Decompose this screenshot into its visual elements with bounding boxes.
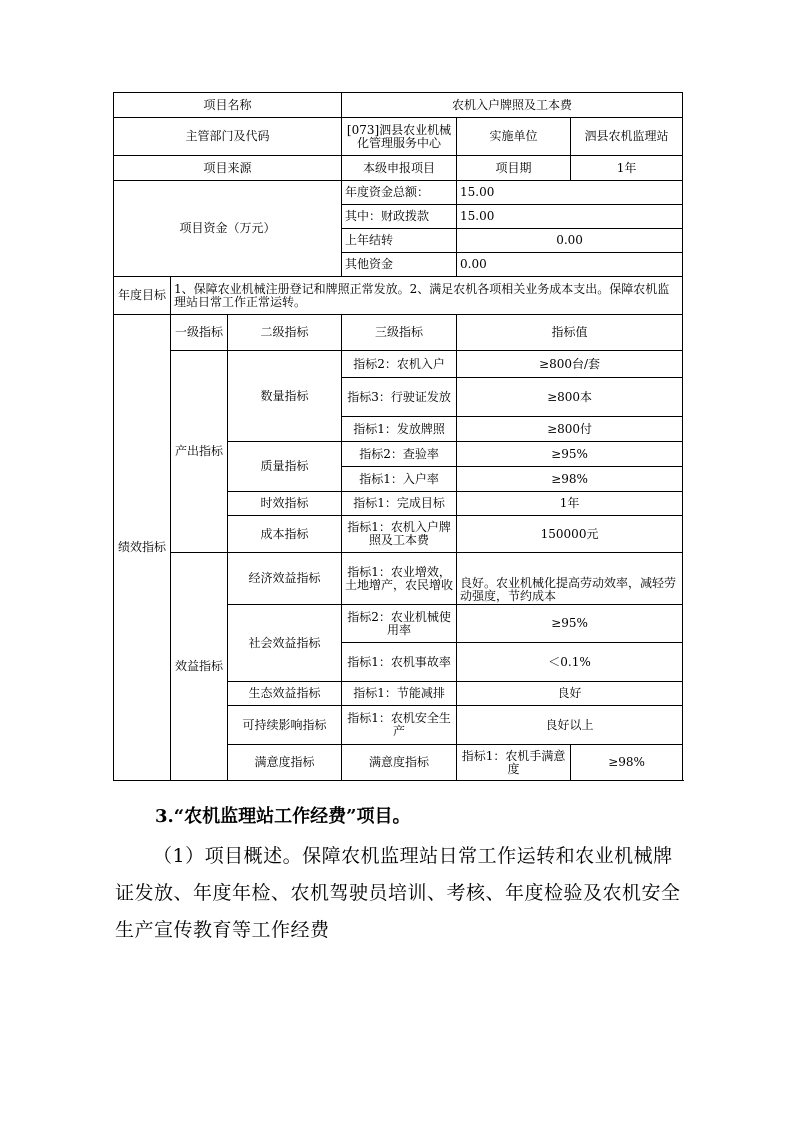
dept-label: 主管部门及代码 xyxy=(114,118,342,156)
section-paragraph: （1）项目概述。保障农机监理站日常工作运转和农业机械牌证发放、年度年检、农机驾驶员培训、考核、年度检验及农机安全生产宣传教育等工作经费 xyxy=(115,845,681,941)
quality-label: 质量指标 xyxy=(228,442,342,492)
funds-carryover-value: 0.00 xyxy=(457,229,683,253)
header-level1: 一级指标 xyxy=(171,315,228,351)
indicator-name: 指标1：农业增效，土地增产，农民增收 xyxy=(342,553,457,605)
indicator-value: 150000元 xyxy=(457,516,683,553)
economic-label: 经济效益指标 xyxy=(228,553,342,605)
indicator-value: 良好 xyxy=(457,682,683,706)
indicator-value: ≥800本 xyxy=(457,378,683,417)
indicator-value: ≥95% xyxy=(457,605,683,643)
funds-carryover-label: 上年结转 xyxy=(342,229,457,253)
indicator-value: ≥98% xyxy=(457,467,683,492)
impl-label: 实施单位 xyxy=(457,118,571,156)
indicator-value: ≥95% xyxy=(457,442,683,467)
indicator-value: ≥800台/套 xyxy=(457,351,683,378)
source-label: 项目来源 xyxy=(114,156,342,181)
perf-label: 绩效指标 xyxy=(114,315,171,781)
indicator-value: 1年 xyxy=(457,492,683,516)
performance-table xyxy=(113,92,683,781)
indicator-name: 指标1：完成目标 xyxy=(342,492,457,516)
table-row xyxy=(114,315,683,351)
indicator-name: 指标1：农机手满意度 xyxy=(457,745,571,781)
period-value: 1年 xyxy=(571,156,683,181)
indicator-name: 指标2：农机入户 xyxy=(342,351,457,378)
sustain-label: 可持续影响指标 xyxy=(228,706,342,745)
indicator-value: 良好以上 xyxy=(457,706,683,745)
table-row xyxy=(114,93,683,118)
quantity-label: 数量指标 xyxy=(228,351,342,442)
table-row xyxy=(114,351,683,378)
indicator-name: 指标1：农机安全生产 xyxy=(342,706,457,745)
table-row xyxy=(114,553,683,605)
goal-label: 年度目标 xyxy=(114,277,171,315)
header-level2: 二级指标 xyxy=(228,315,342,351)
satisfaction-l1-label: 满意度指标 xyxy=(228,745,342,781)
source-value: 本级申报项目 xyxy=(342,156,457,181)
indicator-name: 指标2：查验率 xyxy=(342,442,457,467)
header-level3: 三级指标 xyxy=(342,315,457,351)
benefit-label: 效益指标 xyxy=(171,553,228,781)
indicator-value: 良好。农业机械化提高劳动效率，减轻劳动强度，节约成本 xyxy=(457,553,683,605)
funds-label: 项目资金（万元） xyxy=(114,181,342,277)
funds-fiscal-value: 15.00 xyxy=(457,205,683,229)
project-name-label: 项目名称 xyxy=(114,93,342,118)
impl-value: 泗县农机监理站 xyxy=(571,118,683,156)
funds-fiscal-label: 其中：财政拨款 xyxy=(342,205,457,229)
table-row xyxy=(114,118,683,156)
eco-label: 生态效益指标 xyxy=(228,682,342,706)
timeliness-label: 时效指标 xyxy=(228,492,342,516)
indicator-name: 指标1：节能减排 xyxy=(342,682,457,706)
funds-total-label: 年度资金总额： xyxy=(342,181,457,205)
indicator-name: 指标1：农机入户牌照及工本费 xyxy=(342,516,457,553)
section-heading: 3.“农机监理站工作经费”项目。 xyxy=(155,806,411,827)
social-label: 社会效益指标 xyxy=(228,605,342,682)
period-label: 项目期 xyxy=(457,156,571,181)
indicator-name: 指标1：入户率 xyxy=(342,467,457,492)
dept-value: [073]泗县农业机械化管理服务中心 xyxy=(342,118,457,156)
funds-other-value: 0.00 xyxy=(457,253,683,277)
funds-total-value: 15.00 xyxy=(457,181,683,205)
table-row xyxy=(114,277,683,315)
header-value: 指标值 xyxy=(457,315,683,351)
output-label: 产出指标 xyxy=(171,351,228,553)
indicator-name: 指标3：行驶证发放 xyxy=(342,378,457,417)
goal-text: 1、保障农业机械注册登记和牌照正常发放。2、满足农机各项相关业务成本支出。保障农机监理站日常工作正常运转。 xyxy=(171,277,683,315)
indicator-value: ≥800付 xyxy=(457,417,683,442)
indicator-name: 指标1：农机事故率 xyxy=(342,643,457,682)
table-row xyxy=(114,181,683,205)
funds-other-label: 其他资金 xyxy=(342,253,457,277)
table-row xyxy=(114,156,683,181)
indicator-value: ≥98% xyxy=(571,745,683,781)
cost-label: 成本指标 xyxy=(228,516,342,553)
satisfaction-l2-label: 满意度指标 xyxy=(342,745,457,781)
project-name-value: 农机入户牌照及工本费 xyxy=(342,93,683,118)
indicator-value: ＜0.1% xyxy=(457,643,683,682)
indicator-name: 指标1：发放牌照 xyxy=(342,417,457,442)
indicator-name: 指标2：农业机械使用率 xyxy=(342,605,457,643)
